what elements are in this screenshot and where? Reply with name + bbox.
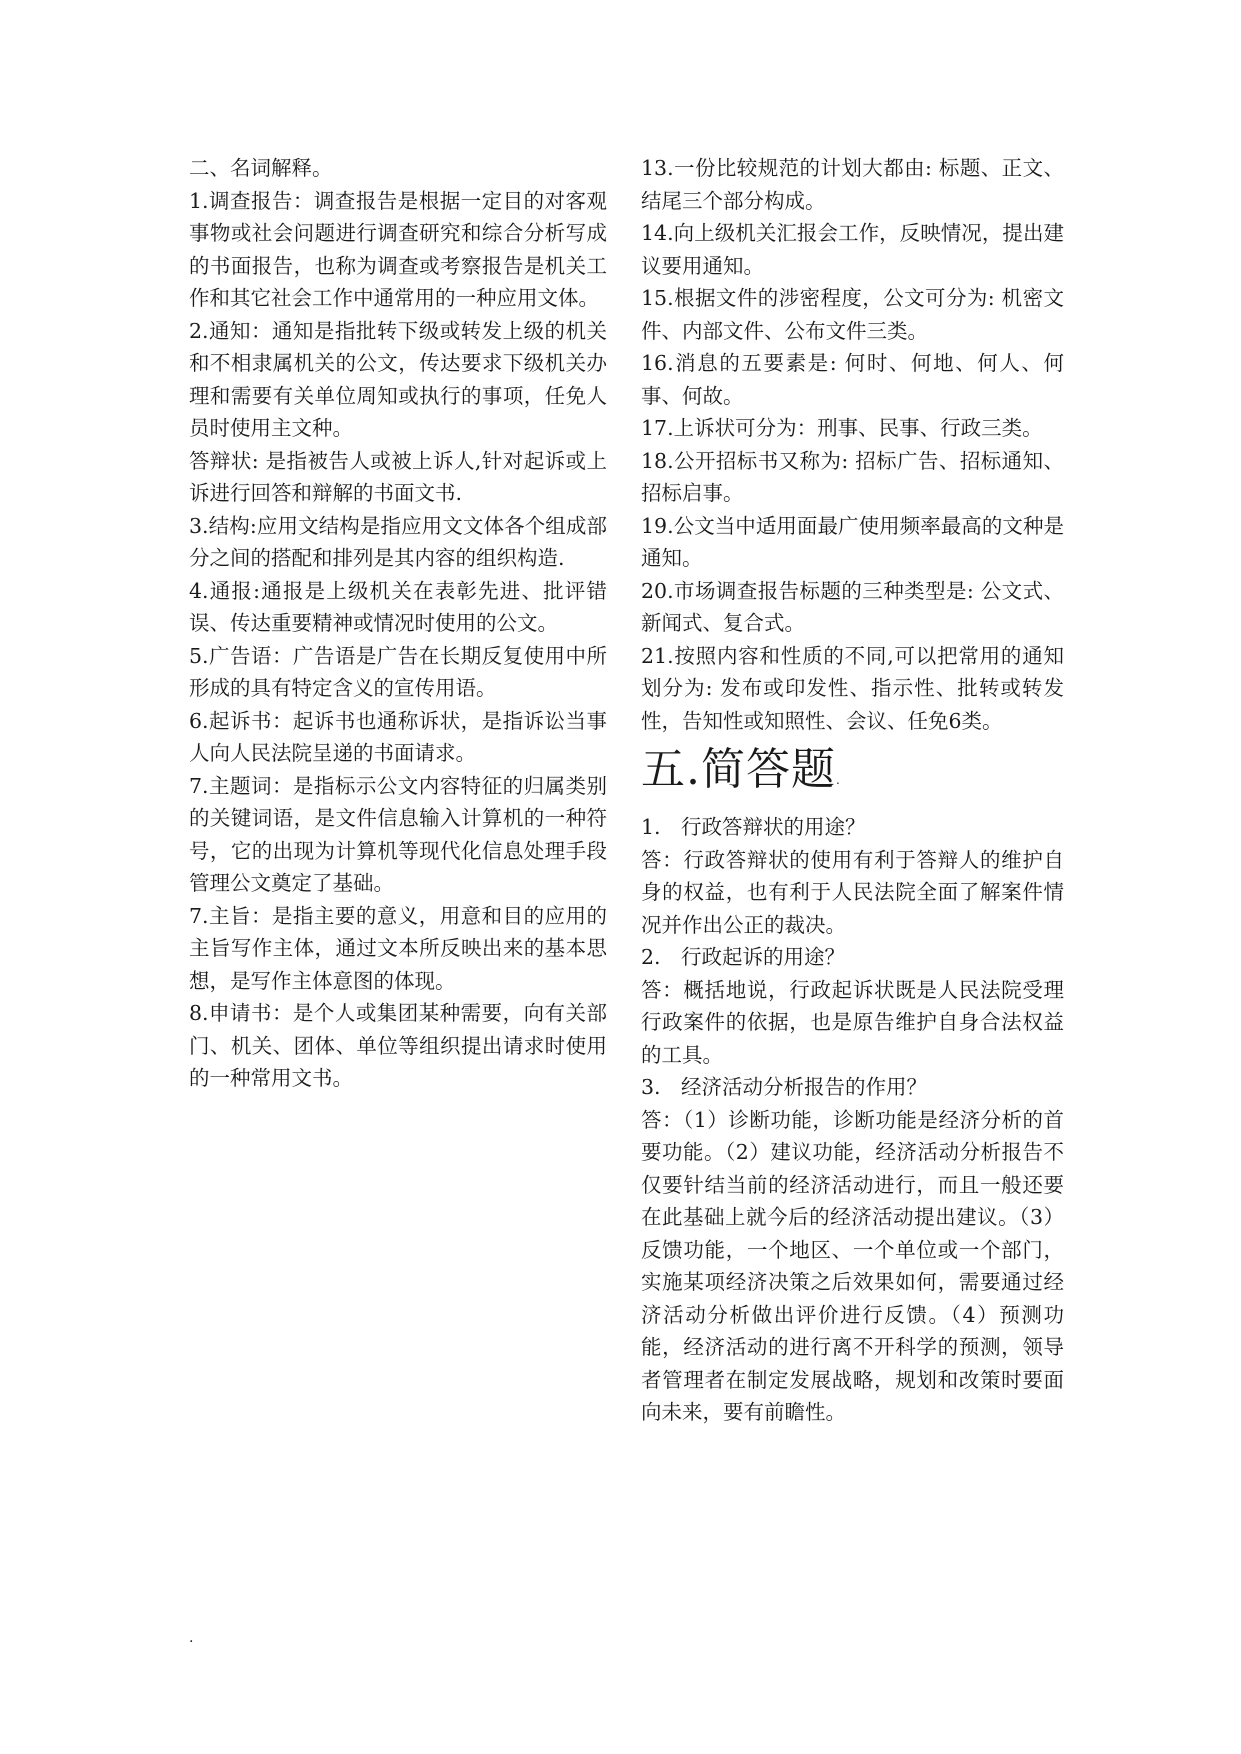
question bbox=[641, 811, 1064, 844]
question-number: 1. bbox=[641, 815, 661, 839]
definition-paragraph: 6.起诉书：起诉书也通称诉状，是指诉讼当事人向人民法院呈递的书面请求。 bbox=[189, 708, 607, 765]
definition-paragraph: 1.调查报告：调查报告是根据一定目的对客观事物或社会问题进行调查研究和综合分析写成的书面报告，也称为调查或考察报告是机关工作和其它社会工作中通常用的一种应用文体。 bbox=[189, 188, 607, 310]
question-text: 经济活动分析报告的作用？ bbox=[681, 1075, 927, 1099]
fill-item: 19.公文当中适用面最广使用频率最高的文种是通知。 bbox=[641, 513, 1064, 570]
question bbox=[641, 941, 1064, 974]
question-number: 2. bbox=[641, 945, 661, 969]
section-title-text: 五.简答题 bbox=[641, 744, 836, 795]
definition-paragraph: 4.通报:通报是上级机关在表彰先进、批评错误、传达重要精神或情况时使用的公文。 bbox=[189, 578, 607, 635]
fill-item: 18.公开招标书又称为: 招标广告、招标通知、招标启事。 bbox=[641, 448, 1064, 505]
fill-item: 14.向上级机关汇报会工作，反映情况，提出建议要用通知。 bbox=[641, 221, 1064, 278]
fill-item: 17.上诉状可分为：刑事、民事、行政三类。 bbox=[641, 416, 1043, 440]
definition-paragraph: 5.广告语：广告语是广告在长期反复使用中所形成的具有特定含义的宣传用语。 bbox=[189, 643, 607, 700]
definition-paragraph: 3.结构:应用文结构是指应用文文体各个组成部分之间的搭配和排列是其内容的组织构造. bbox=[189, 513, 607, 570]
definition-paragraph: 答辩状: 是指被告人或被上诉人,针对起诉或上诉进行回答和辩解的书面文书. bbox=[189, 448, 607, 505]
question-number: 3. bbox=[641, 1075, 661, 1099]
footer-mark: . bbox=[189, 1630, 194, 1646]
section-title-definitions: 二、名词解释。 bbox=[189, 156, 333, 180]
fill-item: 20.市场调查报告标题的三种类型是: 公文式、新闻式、复合式。 bbox=[641, 578, 1064, 635]
answer-paragraph: 答：行政答辩状的使用有利于答辩人的维护自身的权益，也有利于人民法院全面了解案件情况并作出公正的裁决。 bbox=[641, 847, 1064, 937]
definition-paragraph: 8.申请书：是个人或集团某种需要，向有关部门、机关、团体、单位等组织提出请求时使用的一种常用文书。 bbox=[189, 1001, 607, 1090]
fill-item: 13.一份比较规范的计划大都由: 标题、正文、结尾三个部分构成。 bbox=[641, 156, 1064, 213]
question-text: 行政答辩状的用途？ bbox=[681, 815, 866, 839]
fill-item: 15.根据文件的涉密程度，公文可分为: 机密文件、内部文件、公布文件三类。 bbox=[641, 286, 1064, 343]
right-column bbox=[641, 152, 1064, 1429]
question-text: 行政起诉的用途？ bbox=[681, 945, 845, 969]
answer-paragraph: 答：（1）诊断功能，诊断功能是经济分析的首要功能。（2）建议功能，经济活动分析报告不仅要针结当前的经济活动进行，而且一般还要在此基础上就今后的经济活动提出建议。（3）反馈功能，一个地区、一个单位或一个部门，实施某项经济决策之后效果如何，需要通过经济活动分析做出评价进行反馈。（4）预测功能，经济活动的进行离不开科学的预测，领导者管理者在制定发展战略，规划和改策时要面向未来，要有前瞻性。 bbox=[641, 1107, 1064, 1424]
left-column bbox=[189, 152, 607, 1095]
definition-paragraph: 7.主旨：是指主要的意义，用意和目的应用的主旨写作主体，通过文本所反映出来的基本思想，是写作主体意图的体现。 bbox=[189, 903, 607, 993]
section-title-short-answer bbox=[641, 741, 1064, 809]
section-title-suffix: . bbox=[836, 773, 841, 787]
definition-paragraph: 2.通知：通知是指批转下级或转发上级的机关和不相隶属机关的公文，传达要求下级机关办理和需要有关单位周知或执行的事项，任免人员时使用主文种。 bbox=[189, 318, 607, 440]
question bbox=[641, 1071, 1064, 1104]
fill-item: 16.消息的五要素是: 何时、何地、何人、何事、何故。 bbox=[641, 351, 1064, 408]
answer-paragraph: 答：概括地说，行政起诉状既是人民法院受理行政案件的依据，也是原告维护自身合法权益的工具。 bbox=[641, 977, 1064, 1067]
fill-item: 21.按照内容和性质的不同,可以把常用的通知划分为: 发布或印发性、指示性、批转或转发性，告知性或知照性、会议、任免6类。 bbox=[641, 643, 1064, 733]
definition-paragraph: 7.主题词：是指标示公文内容特征的归属类别的关键词语，是文件信息输入计算机的一种符号，它的出现为计算机等现代化信息处理手段管理公文奠定了基础。 bbox=[189, 773, 607, 895]
